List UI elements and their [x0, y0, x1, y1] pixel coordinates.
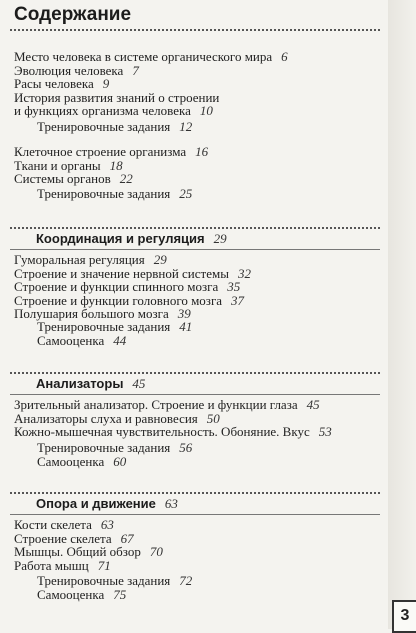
toc-entry[interactable]: и функциях организма человека 10	[14, 103, 213, 119]
section-underline	[10, 394, 380, 395]
toc-entry[interactable]: Гуморальная регуляция 29	[14, 252, 167, 267]
toc-entry[interactable]: Анализаторы слуха и равновесия 50	[14, 410, 220, 426]
title-divider	[10, 29, 380, 31]
section-heading-support-movement[interactable]: Опора и движение 63	[36, 496, 178, 511]
toc-entry-self-check[interactable]: Самооценка 75	[37, 586, 127, 602]
section-3-items	[14, 518, 384, 572]
section-1-tasks	[14, 320, 384, 347]
section-divider	[10, 492, 380, 494]
toc-entry[interactable]: Кости скелета 63	[14, 517, 114, 532]
toc-group-2	[14, 120, 384, 134]
section-1-items	[14, 253, 384, 321]
section-2-items	[14, 398, 384, 439]
toc-entry-self-check[interactable]: Самооценка 60	[37, 453, 127, 469]
toc-entry[interactable]: Работа мышц 71	[14, 557, 111, 573]
page-edge-strip	[388, 0, 416, 629]
toc-entry-self-check[interactable]: Самооценка 44	[37, 332, 127, 348]
section-2-tasks	[14, 441, 384, 468]
page-title: Содержание	[14, 4, 132, 25]
toc-group-1	[14, 50, 384, 118]
toc-group-4	[14, 187, 384, 201]
page-number: 3	[392, 600, 416, 633]
toc-entry[interactable]: Эволюция человека 7	[14, 62, 139, 78]
toc-entry[interactable]: Расы человека 9	[14, 76, 110, 92]
toc-entry[interactable]: Строение и функции спинного мозга 35	[14, 279, 241, 295]
toc-entry-tasks[interactable]: Тренировочные задания 12	[37, 119, 193, 134]
toc-entry-tasks[interactable]: Тренировочные задания 72	[37, 573, 193, 588]
toc-entry[interactable]: Строение и значение нервной системы 32	[14, 265, 251, 281]
section-underline	[10, 514, 380, 515]
toc-entry[interactable]: Строение и функции головного мозга 37	[14, 292, 245, 308]
toc-entry[interactable]: Мышцы. Общий обзор 70	[14, 544, 163, 560]
toc-entry[interactable]: Строение скелета 67	[14, 530, 134, 546]
toc-entry[interactable]: Ткани и органы 18	[14, 157, 123, 173]
toc-entry[interactable]: Место человека в системе органического мира 6	[14, 49, 288, 64]
toc-entry-tasks[interactable]: Тренировочные задания 25	[37, 186, 193, 201]
toc-entry[interactable]: Кожно-мышечная чувствительность. Обоняние. Вкус 53	[14, 424, 332, 440]
toc-entry-tasks[interactable]: Тренировочные задания 41	[37, 319, 193, 334]
section-3-tasks	[14, 574, 384, 601]
toc-entry[interactable]: Системы органов 22	[14, 171, 133, 187]
section-divider	[10, 227, 380, 229]
toc-entry[interactable]: Зрительный анализатор. Строение и функции глаза 45	[14, 397, 320, 412]
toc-group-3	[14, 145, 384, 186]
toc-entry-tasks[interactable]: Тренировочные задания 56	[37, 440, 193, 455]
toc-entry[interactable]: Клеточное строение организма 16	[14, 144, 209, 159]
section-underline	[10, 249, 380, 250]
section-divider	[10, 372, 380, 374]
toc-entry[interactable]: История развития знаний о строении	[14, 89, 220, 105]
section-heading-coordination[interactable]: Координация и регуляция 29	[36, 231, 227, 246]
toc-entry[interactable]: Полушария большого мозга 39	[14, 306, 191, 322]
section-heading-analyzers[interactable]: Анализаторы 45	[36, 376, 146, 391]
